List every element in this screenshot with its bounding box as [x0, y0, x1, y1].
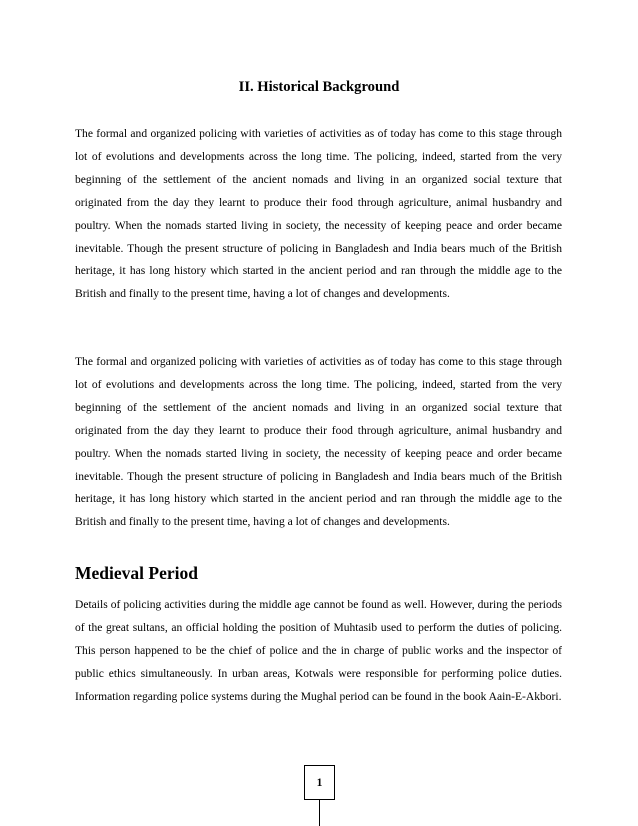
paragraph-2: The formal and organized policing with varieties of activities as of today has come to this stage through lot of evolutions and developments across the long time. The policing, indeed, started from the very beginning of the settlement of the ancient nomads and living in an organized social texture that originated from the day they learnt to produce their food through agriculture, animal husbandry and poultry. When the nomads started living in society, the necessity of keeping peace and order became inevitable. Though the present structure of policing in Bangladesh and India bears much of the British heritage, it has long history which started in the ancient period and ran through the middle age to the British and finally to the present time, having a lot of changes and developments.	[75, 356, 562, 529]
paragraph-3: Details of policing activities during the middle age cannot be found as well. However, during the periods of the great sultans, an official holding the position of Muhtasib used to perform the duties of policing. This person happened to be the chief of police and the in charge of public works and the inspector of public ethics simultaneously. In urban areas, Kotwals were responsible for performing police duties. Information regarding police systems during the Mughal period can be found in the book Aain-E-Akbori.	[75, 599, 562, 703]
page-number: 1	[316, 776, 323, 789]
page-title: II. Historical Background	[238, 79, 400, 95]
section-heading-medieval-period: Medieval Period	[75, 563, 198, 583]
page-number-box	[304, 765, 335, 800]
paragraph-1: The formal and organized policing with varieties of activities as of today has come to this stage through lot of evolutions and developments across the long time. The policing, indeed, started from the very beginning of the settlement of the ancient nomads and living in an organized social texture that originated from the day they learnt to produce their food through agriculture, animal husbandry and poultry. When the nomads started living in society, the necessity of keeping peace and order became inevitable. Though the present structure of policing in Bangladesh and India bears much of the British heritage, it has long history which started in the ancient period and ran through the middle age to the British and finally to the present time, having a lot of changes and developments.	[75, 128, 562, 301]
page-number-line	[319, 800, 320, 826]
